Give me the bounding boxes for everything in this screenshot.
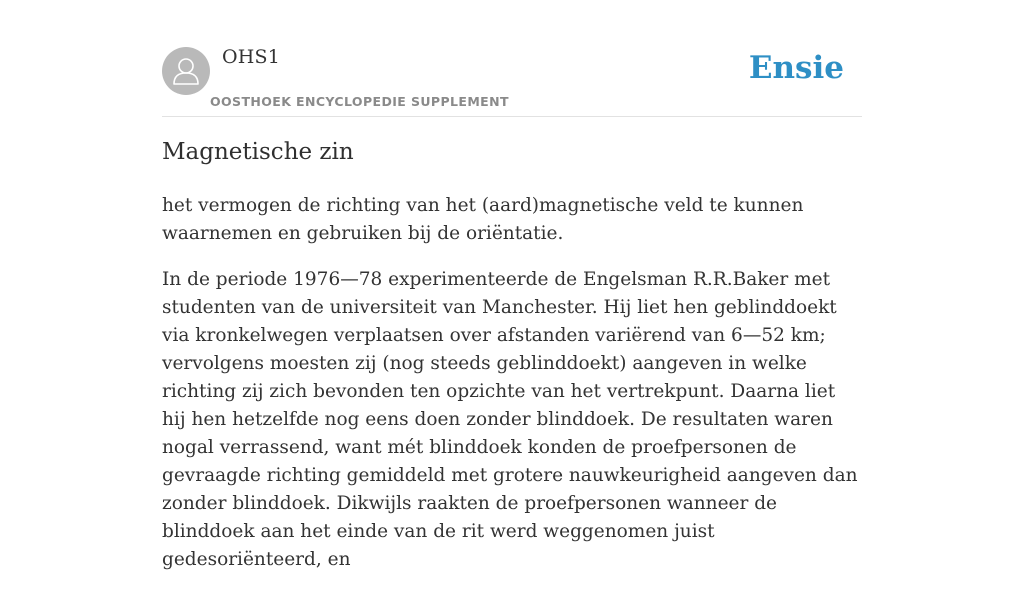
author-name[interactable]: OHS1 [222,46,281,68]
article-body [162,192,862,592]
body-paragraph: In de periode 1976—78 experimenteerde de Engelsman R.R.Baker met studenten van de universiteit van Manchester. Hij liet hen geblinddoekt via kronkelwegen verplaatsen over afstanden variërend van 6—52 km; vervolgens moesten zij (nog steeds geblinddoekt) aangeven in welke richting zij zich bevonden ten opzichte van het vertrekpunt. Daarna liet hij hen hetzelfde nog eens doen zonder blinddoek. De resultaten waren nogal verrassend, want mét blinddoek konden de proefpersonen de gevraagde richting gemiddeld met grotere nauwkeurigheid aangeven dan zonder blinddoek. Dikwijls raakten de proefpersonen wanneer de blinddoek aan het einde van de rit werd weggenomen juist gedesoriënteerd, en [162,269,858,570]
source-label[interactable]: OOSTHOEK ENCYCLOPEDIE SUPPLEMENT [210,94,509,109]
user-silhouette-icon [162,47,210,95]
brand-logo[interactable]: Ensie [748,50,844,86]
definition-paragraph: het vermogen de richting van het (aard)magnetische veld te kunnen waarnemen en gebruiken bij de oriëntatie. [162,195,804,244]
author-avatar[interactable] [162,47,210,95]
article-header [162,40,862,117]
article-title: Magnetische zin [162,139,354,165]
